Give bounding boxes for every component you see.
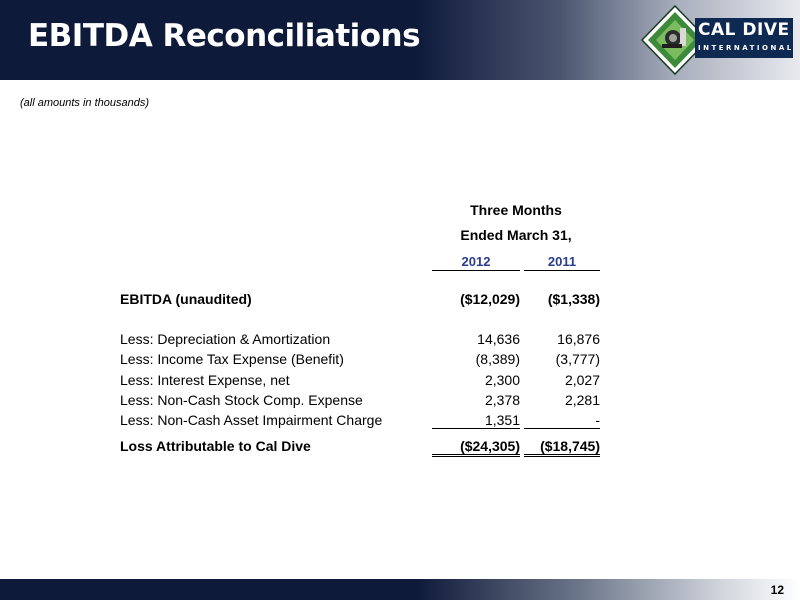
row-value-2012: (8,389) — [475, 351, 520, 367]
cal-dive-logo — [640, 4, 796, 76]
logo-subtitle: INTERNATIONAL — [698, 44, 794, 52]
row-value-2012: 1,351 — [432, 412, 520, 429]
header-banner — [0, 0, 800, 80]
row-value-2011: (3,777) — [555, 351, 600, 367]
row-label: Less: Non-Cash Asset Impairment Charge — [120, 412, 383, 428]
page-title: EBITDA Reconciliations — [28, 18, 421, 54]
row-label: Less: Income Tax Expense (Benefit) — [120, 351, 344, 367]
logo-name: CAL DIVE — [698, 20, 790, 40]
row-value-2011: 2,027 — [564, 372, 600, 388]
row-value-2012: 2,378 — [484, 392, 520, 408]
row-label: Loss Attributable to Cal Dive — [120, 438, 311, 454]
row-value-2011: ($18,745) — [524, 438, 600, 457]
row-value-2012: 14,636 — [477, 331, 520, 347]
row-label: Less: Non-Cash Stock Comp. Expense — [120, 392, 363, 408]
period-header-line1: Three Months — [470, 202, 562, 218]
period-header-line2: Ended March 31, — [460, 227, 572, 243]
row-label: Less: Depreciation & Amortization — [120, 331, 331, 347]
row-value-2011: - — [524, 412, 600, 429]
year-column-2011: 2011 — [524, 254, 600, 271]
amounts-note: (all amounts in thousands) — [20, 97, 150, 109]
row-value-2011: 2,281 — [564, 392, 600, 408]
row-value-2011: ($1,338) — [547, 291, 600, 307]
footer-bar — [0, 579, 800, 600]
row-value-2012: ($24,305) — [432, 438, 520, 457]
row-value-2012: 2,300 — [484, 372, 520, 388]
year-column-2012: 2012 — [432, 254, 520, 271]
row-value-2012: ($12,029) — [460, 291, 520, 307]
row-value-2011: 16,876 — [557, 331, 600, 347]
row-label: Less: Interest Expense, net — [120, 372, 290, 388]
page-number: 12 — [770, 583, 784, 597]
row-label: EBITDA (unaudited) — [120, 291, 252, 307]
